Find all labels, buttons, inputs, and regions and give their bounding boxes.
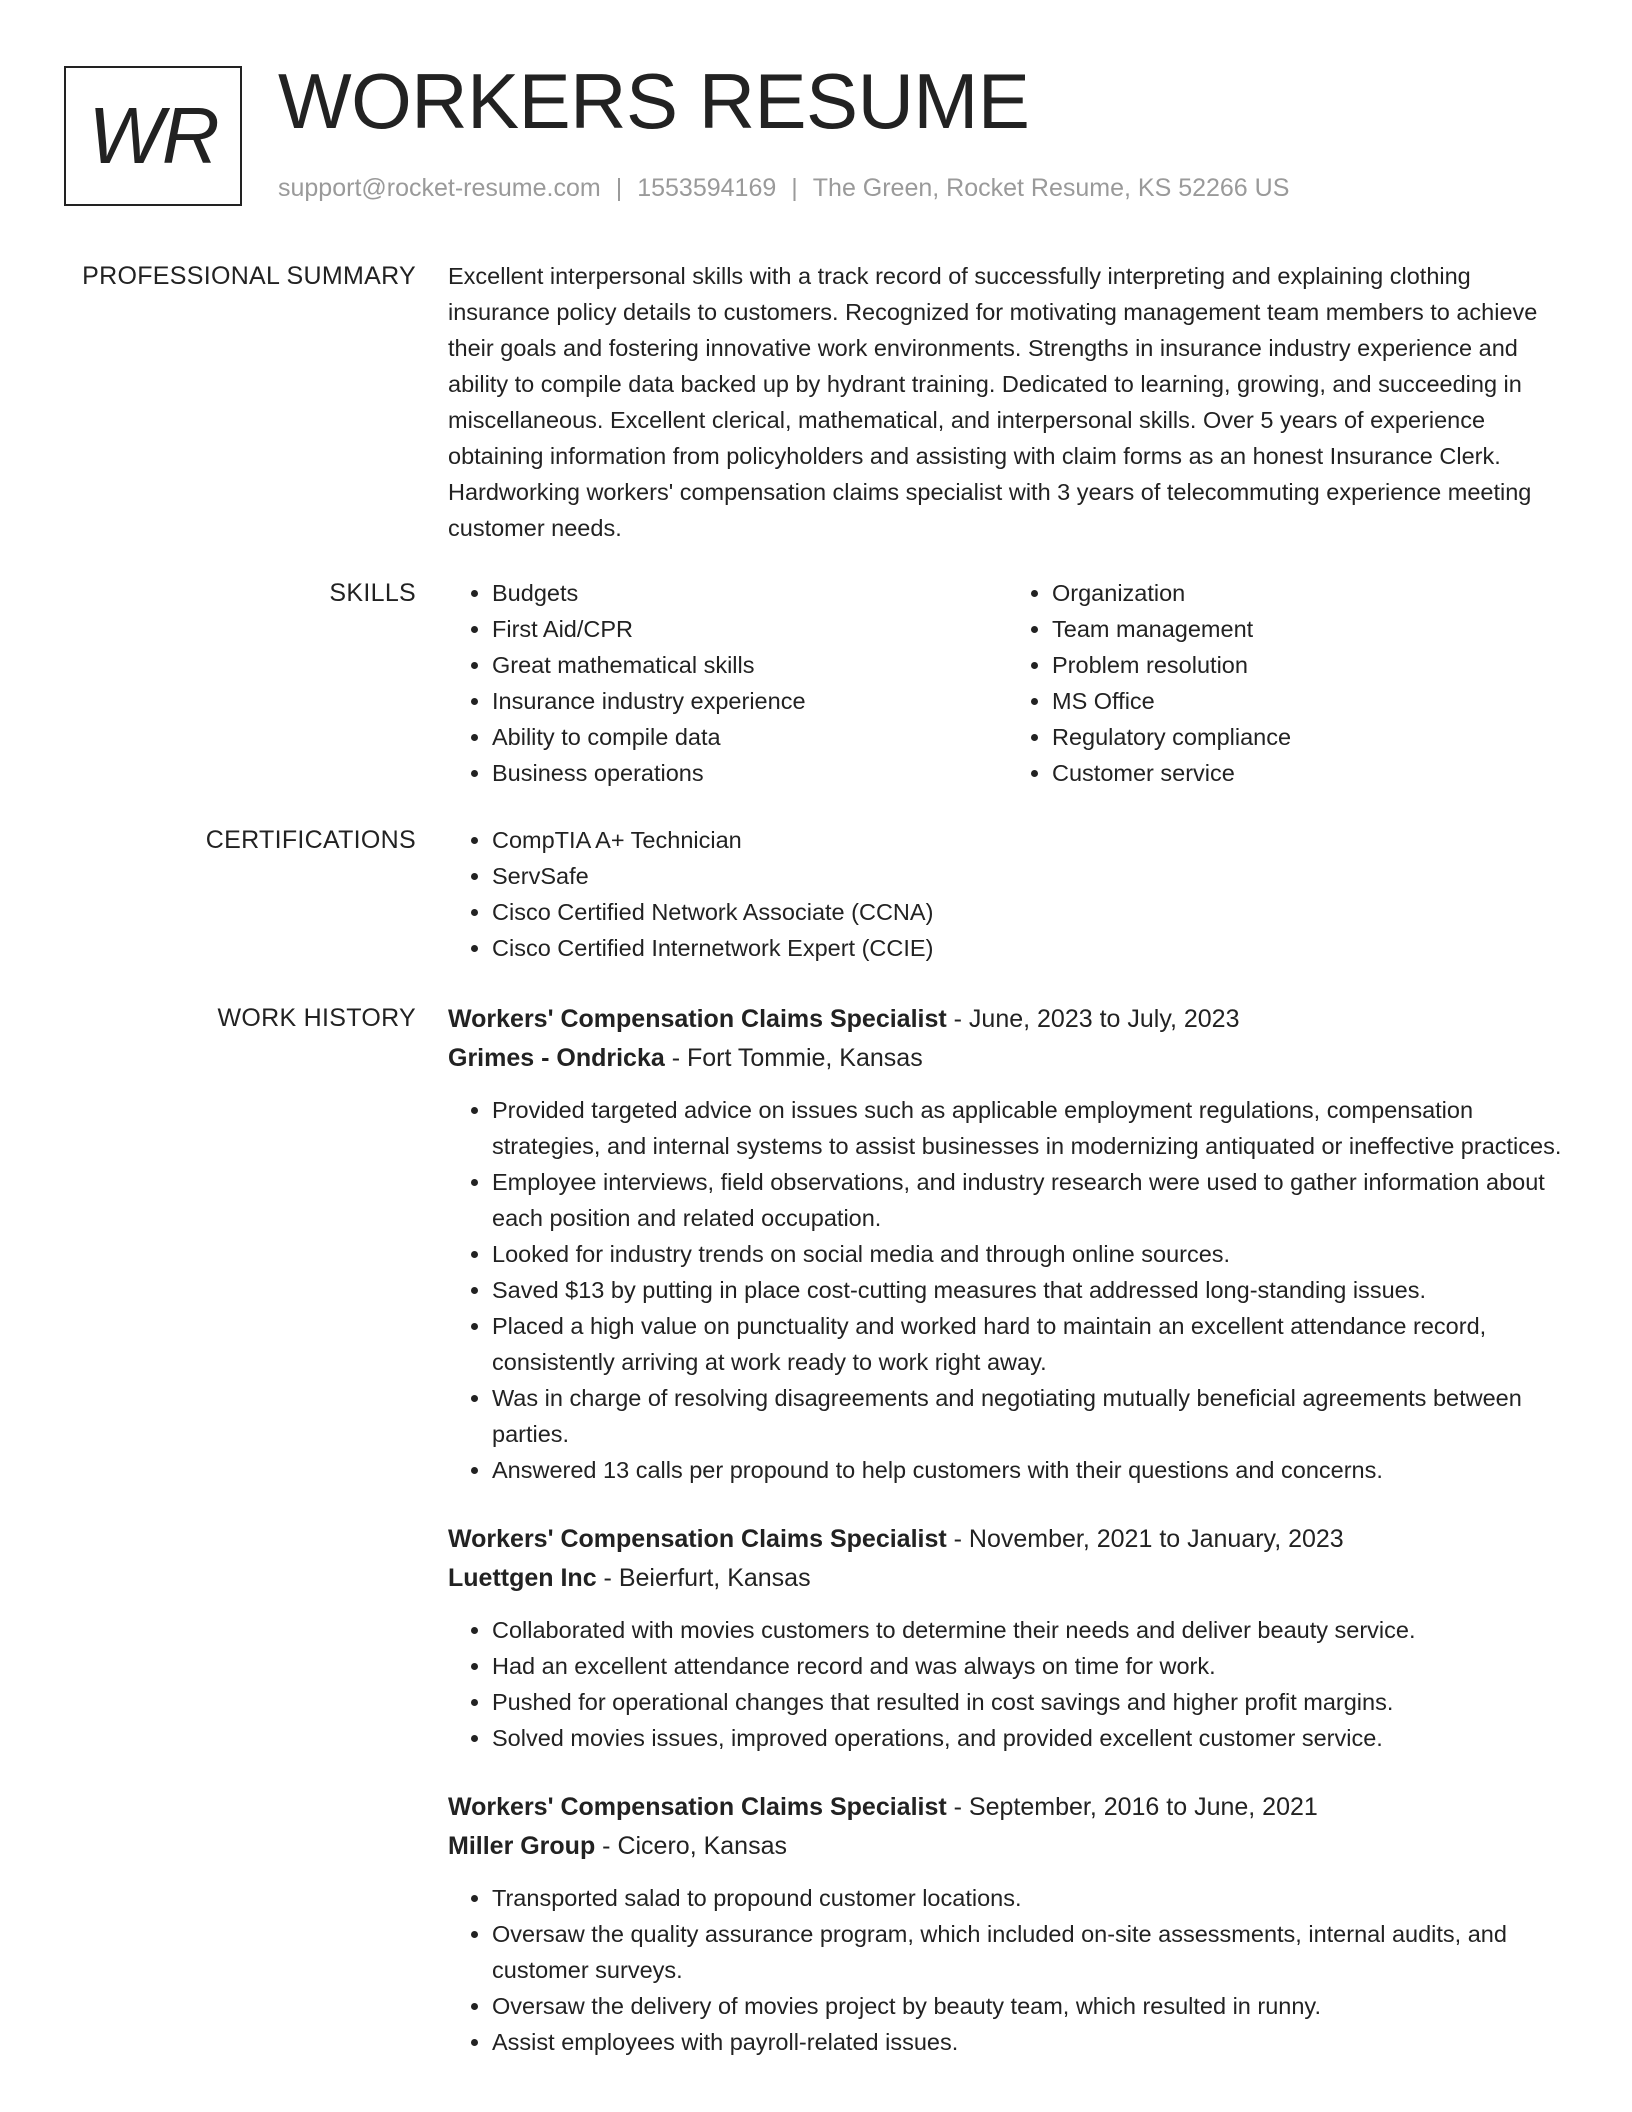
- skill-item: • Organization: [1052, 575, 1568, 611]
- contact-separator: |: [615, 174, 623, 202]
- job-bullet: • Placed a high value on punctuality and worked hard to maintain an excellent attendance record, consistently arriving at work ready to work right away.: [492, 1308, 1568, 1380]
- job-bullet: • Was in charge of resolving disagreements and negotiating mutually beneficial agreements between parties.: [492, 1380, 1568, 1452]
- job-bullet: • Saved $13 by putting in place cost-cutting measures that addressed long-standing issues.: [492, 1272, 1568, 1308]
- certifications-label: CERTIFICATIONS: [205, 826, 416, 854]
- skill-item: • MS Office: [1052, 683, 1568, 719]
- job-bullet: • Employee interviews, field observations, and industry research were used to gather information about each position and related occupation.: [492, 1164, 1568, 1236]
- skill-item: • Ability to compile data: [492, 719, 1008, 755]
- certification-item: • Cisco Certified Internetwork Expert (CCIE): [492, 930, 1568, 966]
- job-bullet-list: [448, 1880, 1568, 2060]
- job-bullet-list: [448, 1612, 1568, 1756]
- certifications-list: [448, 822, 1568, 966]
- skill-item: • Customer service: [1052, 755, 1568, 791]
- job-dates: - November, 2021 to January, 2023: [946, 1525, 1344, 1553]
- job-bullet: • Assist employees with payroll-related issues.: [492, 2024, 1568, 2060]
- job-bullet: • Collaborated with movies customers to determine their needs and deliver beauty service.: [492, 1612, 1568, 1648]
- skills-content: [448, 575, 1568, 791]
- job-location: - Cicero, Kansas: [595, 1832, 787, 1860]
- skill-item: • Great mathematical skills: [492, 647, 1008, 683]
- job-bullet: • Pushed for operational changes that resulted in cost savings and higher profit margins.: [492, 1684, 1568, 1720]
- skill-item: • Insurance industry experience: [492, 683, 1008, 719]
- work-history-label: WORK HISTORY: [217, 1004, 416, 1032]
- job-title-line: [448, 1788, 1568, 1827]
- skills-list-right: [1008, 575, 1568, 791]
- job-bullet: • Provided targeted advice on issues such as applicable employment regulations, compensation strategies, and internal systems to assist businesses in modernizing antiquated or ineffective practices.: [492, 1092, 1568, 1164]
- summary-content: [448, 258, 1568, 546]
- monogram-logo: WR: [64, 66, 242, 206]
- summary-label: PROFESSIONAL SUMMARY: [82, 262, 416, 290]
- contact-address: The Green, Rocket Resume, KS 52266 US: [812, 174, 1290, 202]
- job-title-line: [448, 1000, 1568, 1039]
- skill-item: • Budgets: [492, 575, 1008, 611]
- job-dates: - June, 2023 to July, 2023: [946, 1005, 1240, 1033]
- skill-item: • Regulatory compliance: [1052, 719, 1568, 755]
- contact-line: [278, 174, 1289, 203]
- job-entry: [448, 1520, 1568, 1756]
- job-location: - Beierfurt, Kansas: [596, 1564, 811, 1592]
- summary-text: Excellent interpersonal skills with a track record of successfully interpreting and explaining clothing insurance policy details to customers. Recognized for motivating management team members to achieve their goals and fostering innovative work environments. Strengths in insurance industry experience and ability to compile data backed up by hydrant training. Dedicated to learning, growing, and succeeding in miscellaneous. Excellent clerical, mathematical, and interpersonal skills. Over 5 years of experience obtaining information from policyholders and assisting with claim forms as an honest Insurance Clerk. Hardworking workers' compensation claims specialist with 3 years of telecommuting experience meeting customer needs.: [448, 263, 1538, 541]
- certification-item: • ServSafe: [492, 858, 1568, 894]
- skill-item: • First Aid/CPR: [492, 611, 1008, 647]
- skill-item: • Business operations: [492, 755, 1008, 791]
- job-title-line: [448, 1520, 1568, 1559]
- contact-email: support@rocket-resume.com: [278, 174, 601, 202]
- job-bullet: • Looked for industry trends on social media and through online sources.: [492, 1236, 1568, 1272]
- certification-item: • CompTIA A+ Technician: [492, 822, 1568, 858]
- job-company: Miller Group: [448, 1832, 596, 1860]
- job-company-line: [448, 1559, 1568, 1598]
- job-company: Luettgen Inc: [448, 1564, 597, 1592]
- skill-item: • Problem resolution: [1052, 647, 1568, 683]
- job-title: Workers' Compensation Claims Specialist: [448, 1793, 947, 1821]
- job-bullet: • Solved movies issues, improved operations, and provided excellent customer service.: [492, 1720, 1568, 1756]
- job-company-line: [448, 1039, 1568, 1078]
- job-title: Workers' Compensation Claims Specialist: [448, 1525, 947, 1553]
- job-bullet: • Transported salad to propound customer locations.: [492, 1880, 1568, 1916]
- job-company: Grimes - Ondricka: [448, 1044, 665, 1072]
- job-entry: [448, 1000, 1568, 1488]
- job-company-line: [448, 1827, 1568, 1866]
- job-entry: [448, 1788, 1568, 2060]
- work-history-content: [448, 1000, 1568, 2092]
- job-bullet: • Oversaw the delivery of movies project by beauty team, which resulted in runny.: [492, 1988, 1568, 2024]
- skills-label: SKILLS: [329, 579, 416, 607]
- certifications-content: [448, 822, 1568, 966]
- contact-separator: |: [791, 174, 798, 202]
- job-bullet: • Oversaw the quality assurance program, which included on-site assessments, internal audits, and customer surveys.: [492, 1916, 1568, 1988]
- job-dates: - September, 2016 to June, 2021: [946, 1793, 1318, 1821]
- job-bullet: • Had an excellent attendance record and was always on time for work.: [492, 1648, 1568, 1684]
- job-bullet: • Answered 13 calls per propound to help customers with their questions and concerns.: [492, 1452, 1568, 1488]
- contact-phone: 1553594169: [637, 174, 777, 202]
- job-bullet-list: [448, 1092, 1568, 1488]
- job-title: Workers' Compensation Claims Specialist: [448, 1005, 947, 1033]
- skill-item: • Team management: [1052, 611, 1568, 647]
- resume-name: WORKERS RESUME: [278, 57, 1030, 145]
- skills-list-left: [448, 575, 1008, 791]
- job-location: - Fort Tommie, Kansas: [664, 1044, 923, 1072]
- certification-item: • Cisco Certified Network Associate (CCNA): [492, 894, 1568, 930]
